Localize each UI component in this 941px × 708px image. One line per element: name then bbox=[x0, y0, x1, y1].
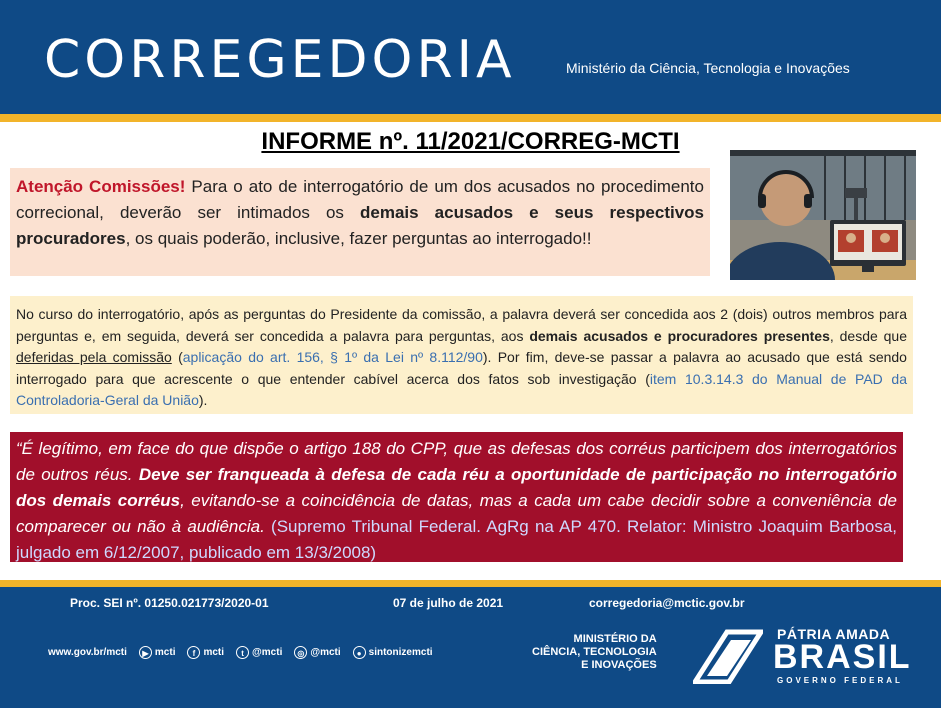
attention-bold: demais acusados e seus respectivos procuradores bbox=[16, 203, 704, 248]
procedure-box bbox=[10, 296, 913, 414]
social-youtube[interactable] bbox=[139, 646, 176, 659]
quote-text-1: “É legítimo, em face do que dispõe o artigo 188 do CPP, que as defesas dos corréus participem dos interrogatórios de outros réus. bbox=[16, 439, 897, 484]
document-date: 07 de julho de 2021 bbox=[393, 596, 504, 610]
instagram-icon: ◎ bbox=[294, 646, 307, 659]
social-label: @mcti bbox=[310, 647, 341, 658]
twitter-icon: t bbox=[236, 646, 249, 659]
procedure-text-4: ). Por fim, deve-se passar a palavra ao acusado que está sendo interrogado para que acrescente o que entender cabível acerca dos fatos sob investigação ( bbox=[16, 349, 907, 387]
footer-banner bbox=[0, 580, 941, 708]
header-banner bbox=[0, 0, 941, 122]
quote-citation: (Supremo Tribunal Federal. AgRg na AP 470. Relator: Ministro Joaquim Barbosa, julgado em 6/12/2007, publicado em 13/3/2008) bbox=[16, 517, 897, 562]
interrogation-illustration bbox=[730, 150, 916, 280]
ministry-line: CIÊNCIA, TECNOLOGIA bbox=[532, 646, 657, 658]
procedure-bold: demais acusados e procuradores presentes bbox=[529, 327, 830, 344]
corregedoria-logo: CORREGEDORIA bbox=[44, 30, 516, 90]
social-label: mcti bbox=[154, 647, 176, 658]
social-label: mcti bbox=[203, 647, 225, 658]
sintonize-icon: ● bbox=[353, 646, 366, 659]
procedure-text-3: ( bbox=[171, 349, 183, 365]
brand-main: BRASIL bbox=[773, 638, 912, 676]
brand-top: PÁTRIA AMADA bbox=[777, 626, 891, 642]
quote-bold: Deve ser franqueada à defesa de cada réu a oportunidade de participação no interrogatório dos demais corréus bbox=[16, 465, 897, 510]
social-sintonize[interactable] bbox=[353, 646, 433, 659]
procedure-text-5: ). bbox=[198, 392, 208, 408]
footer-accent-strip bbox=[0, 580, 941, 587]
ministry-line: E INOVAÇÕES bbox=[581, 659, 657, 671]
attention-lead: Atenção Comissões! bbox=[16, 177, 186, 196]
ministry-line: MINISTÉRIO DA bbox=[573, 633, 657, 645]
header-accent-strip bbox=[0, 114, 941, 122]
quote-text-2: , evitando-se a coincidência de datas, mas a cada um cabe decidir sobre a conveniência de comparecer ou não à audiência. bbox=[16, 491, 898, 536]
procedure-text-2: , desde que bbox=[829, 327, 907, 344]
ministry-footer-logo bbox=[532, 633, 657, 672]
quote-box bbox=[10, 432, 903, 562]
brasil-emblem-icon bbox=[693, 626, 763, 684]
brand-sub: GOVERNO FEDERAL bbox=[777, 676, 903, 685]
social-label: @mcti bbox=[252, 647, 283, 658]
procedure-underlined: deferidas pela comissão bbox=[16, 349, 172, 365]
manual-reference-link[interactable]: item 10.3.14.3 do Manual de PAD da Controladoria-Geral da União bbox=[16, 370, 907, 408]
attention-text-2: , os quais poderão, inclusive, fazer perguntas ao interrogado!! bbox=[125, 229, 592, 248]
attention-text-1: Para o ato de interrogatório de um dos acusados no procedimento correcional, deverão ser intimados os bbox=[16, 177, 704, 222]
law-reference-link[interactable]: aplicação do art. 156, § 1º da Lei nº 8.112/90 bbox=[182, 349, 483, 365]
facebook-icon: f bbox=[187, 646, 200, 659]
procedure-text-1: No curso do interrogatório, após as perguntas do Presidente da comissão, a palavra deverá ser concedida aos 2 (dois) outros membros para perguntas e, em seguida, deverá ser concedida a palavra para perguntas, aos bbox=[16, 306, 907, 344]
contact-email[interactable]: corregedoria@mctic.gov.br bbox=[589, 596, 745, 610]
social-bar bbox=[48, 646, 445, 659]
ministry-name: Ministério da Ciência, Tecnologia e Inovações bbox=[566, 60, 850, 76]
page-title: INFORME nº. 11/2021/CORREG-MCTI bbox=[261, 128, 680, 155]
social-instagram[interactable] bbox=[294, 646, 340, 659]
process-number: Proc. SEI nº. 01250.021773/2020-01 bbox=[70, 596, 269, 610]
attention-box bbox=[10, 168, 710, 276]
social-facebook[interactable] bbox=[187, 646, 224, 659]
social-twitter[interactable] bbox=[236, 646, 282, 659]
social-label: sintonizemcti bbox=[368, 647, 433, 658]
website-link[interactable]: www.gov.br/mcti bbox=[48, 647, 127, 658]
youtube-icon: ▶ bbox=[139, 646, 152, 659]
